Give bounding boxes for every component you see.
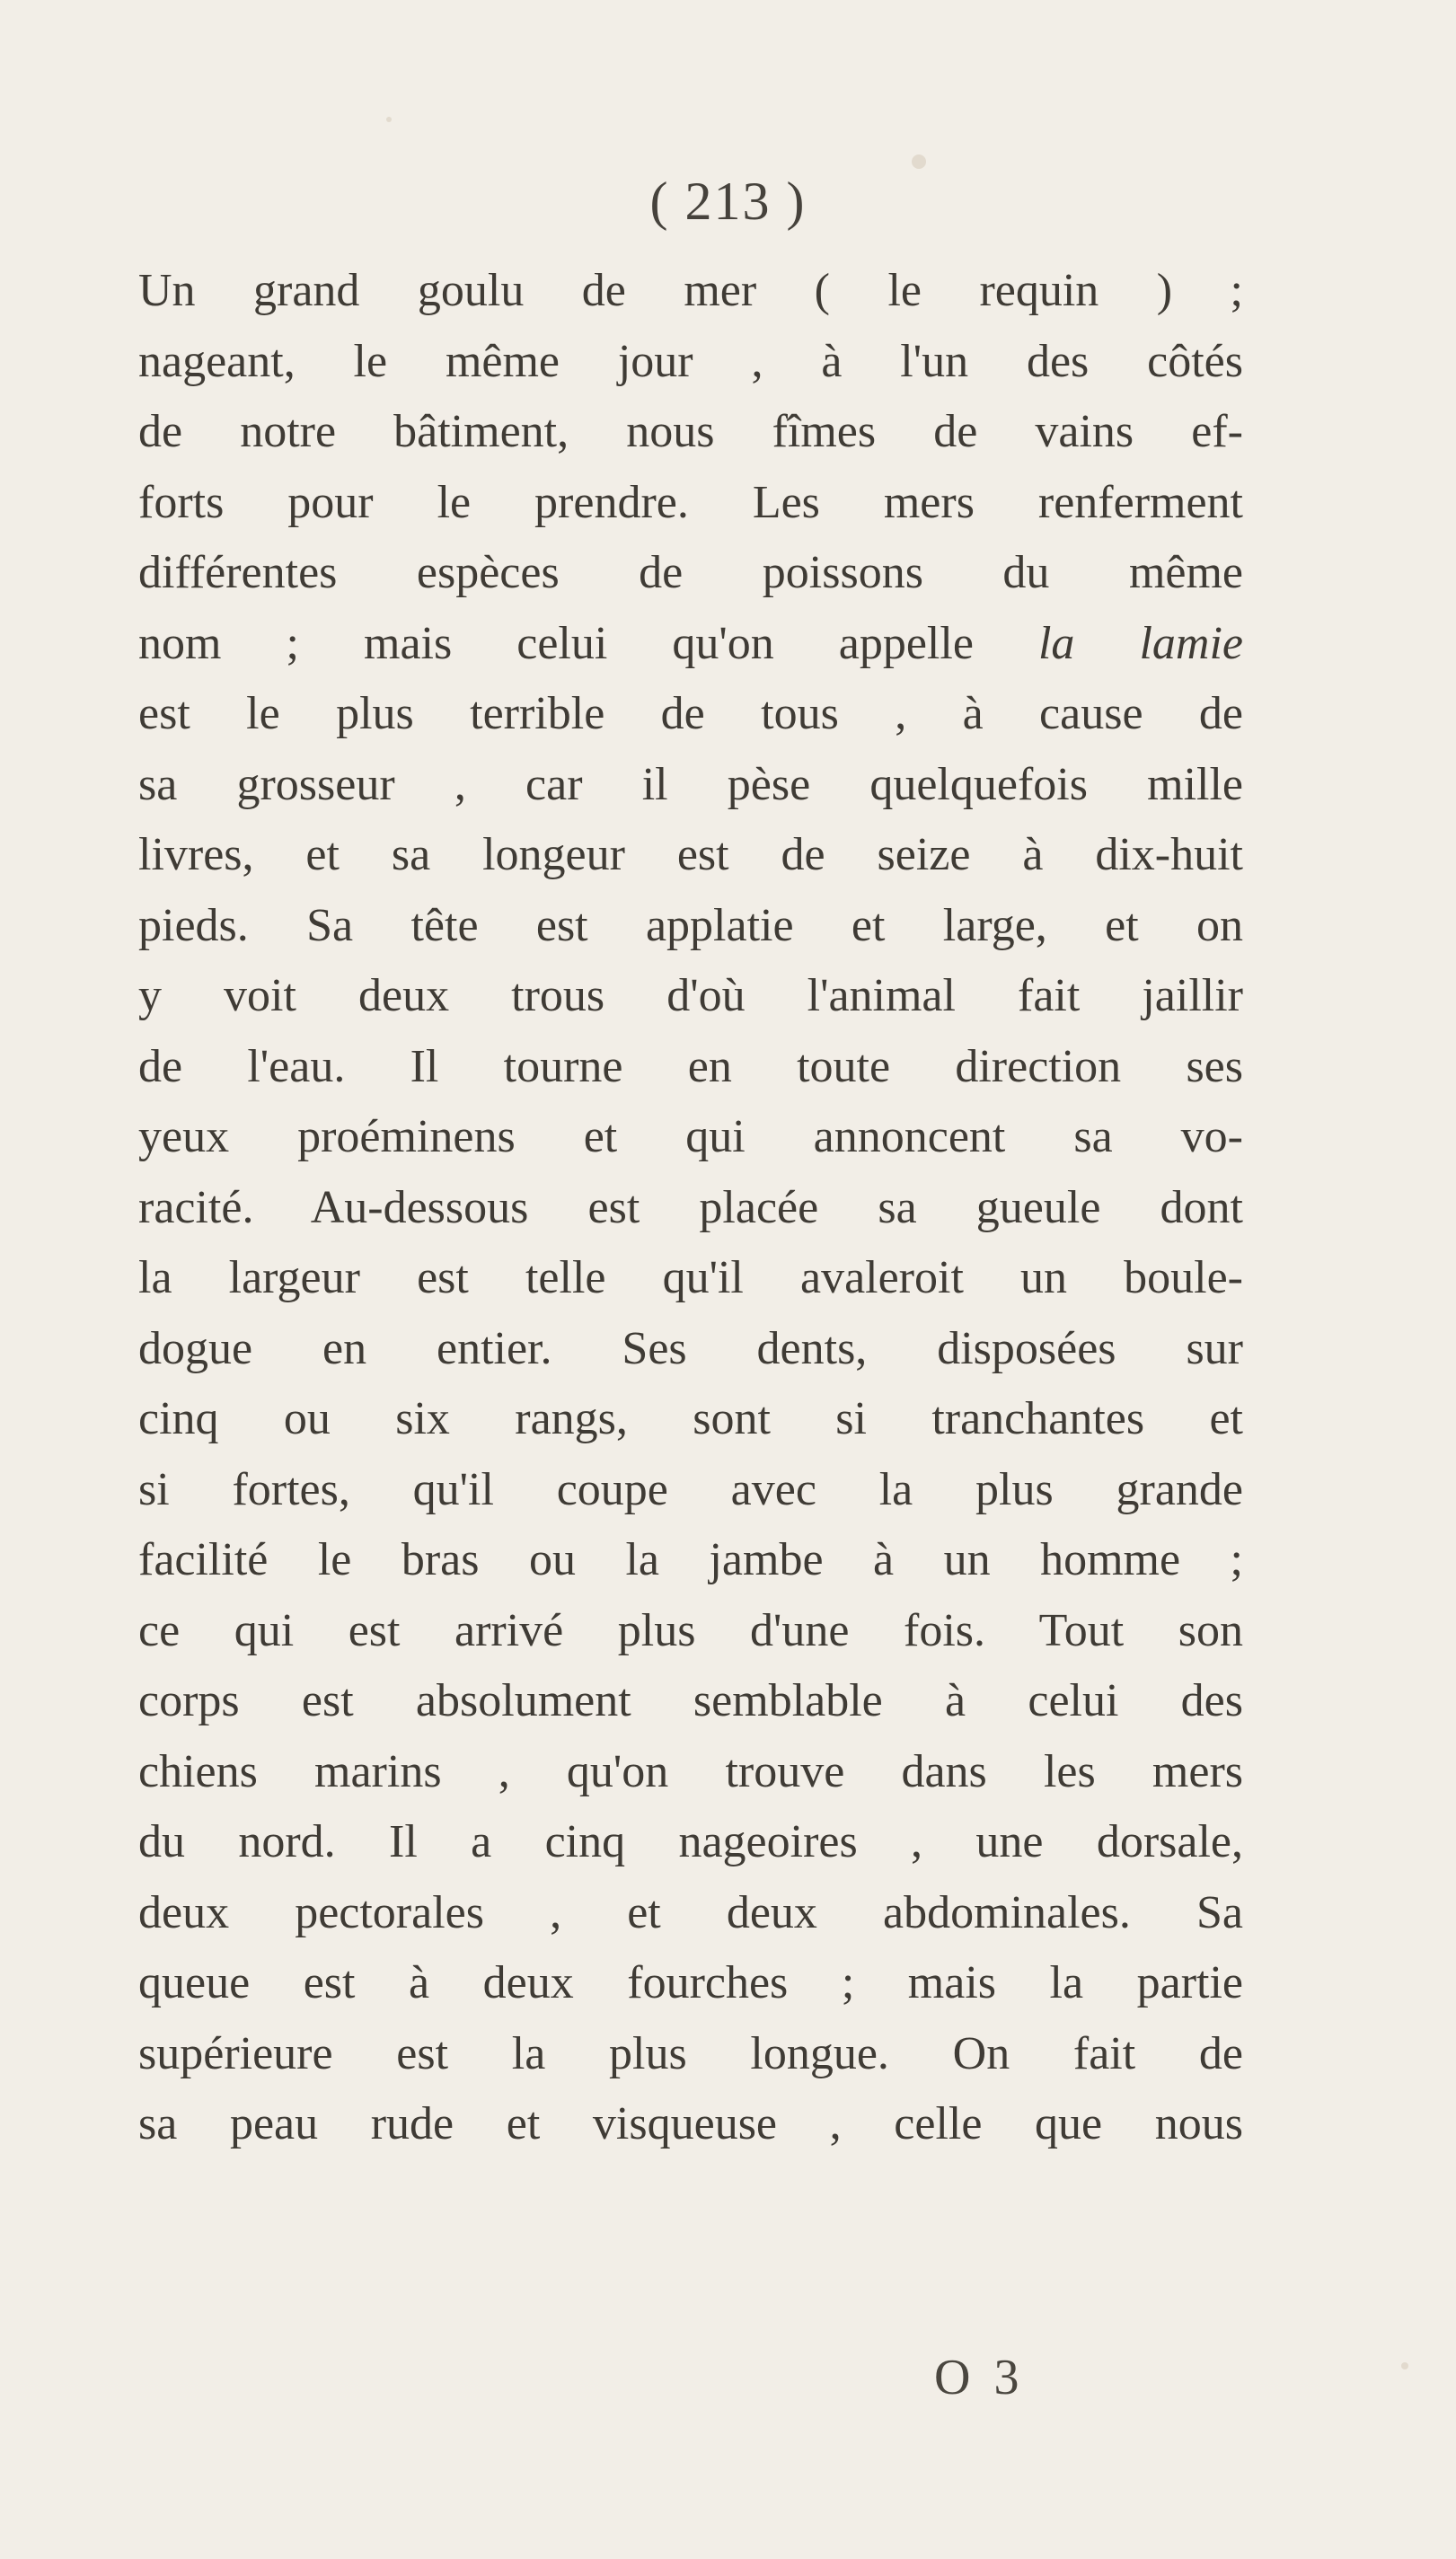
text-line-start: nom ; mais celui qu'on appelle — [138, 617, 1038, 669]
text-line: chiens marins , qu'on trouve dans les mers — [138, 1745, 1243, 1797]
text-line: nageant, le même jour , à l'un des côtés — [138, 335, 1243, 387]
text-line: du nord. Il a cinq nageoires , une dorsale, — [138, 1816, 1243, 1867]
text-line-with-italic — [138, 609, 1243, 680]
text-line: livres, et sa longeur est de seize à dix-huit — [138, 829, 1243, 880]
text-line: racité. Au-dessous est placée sa gueule dont — [138, 1181, 1243, 1233]
text-line: si fortes, qu'il coupe avec la plus grande — [138, 1463, 1243, 1515]
text-line: corps est absolument semblable à celui des — [138, 1675, 1243, 1726]
foxing-spot — [1401, 2362, 1408, 2369]
foxing-spot — [386, 117, 392, 122]
text-line: deux pectorales , et deux abdominales. Sa — [138, 1886, 1243, 1938]
text-line: différentes espèces de poissons du même — [138, 547, 1243, 598]
text-line: est le plus terrible de tous , à cause de — [138, 688, 1243, 739]
text-line: sa peau rude et visqueuse , celle que nous — [138, 2098, 1243, 2149]
text-line: y voit deux trous d'où l'animal fait jaillir — [138, 970, 1243, 1021]
signature-mark: O 3 — [934, 2350, 1025, 2405]
text-line: Un grand goulu de mer ( le requin ) ; — [138, 265, 1243, 316]
text-line: dogue en entier. Ses dents, disposées sur — [138, 1322, 1243, 1374]
text-line: pieds. Sa tête est applatie et large, et on — [138, 899, 1243, 951]
text-line: queue est à deux fourches ; mais la partie — [138, 1957, 1243, 2008]
text-line: de l'eau. Il tourne en toute direction ses — [138, 1040, 1243, 1092]
text-line: de notre bâtiment, nous fîmes de vains ef- — [138, 406, 1243, 457]
body-paragraph — [138, 256, 1243, 2160]
text-line: forts pour le prendre. Les mers renferment — [138, 476, 1243, 528]
italic-term: la lamie — [1037, 617, 1243, 669]
text-line: yeux proéminens et qui annoncent sa vo- — [138, 1111, 1243, 1162]
text-line: la largeur est telle qu'il avaleroit un boule- — [138, 1252, 1243, 1303]
page-number-header: ( 213 ) — [649, 172, 807, 231]
text-line: sa grosseur , car il pèse quelquefois mille — [138, 758, 1243, 810]
foxing-spot — [912, 154, 926, 169]
text-line: cinq ou six rangs, sont si tranchantes et — [138, 1393, 1243, 1444]
text-line: ce qui est arrivé plus d'une fois. Tout son — [138, 1604, 1243, 1656]
text-line: supérieure est la plus longue. On fait de — [138, 2027, 1243, 2079]
text-line: facilité le bras ou la jambe à un homme ; — [138, 1534, 1243, 1585]
